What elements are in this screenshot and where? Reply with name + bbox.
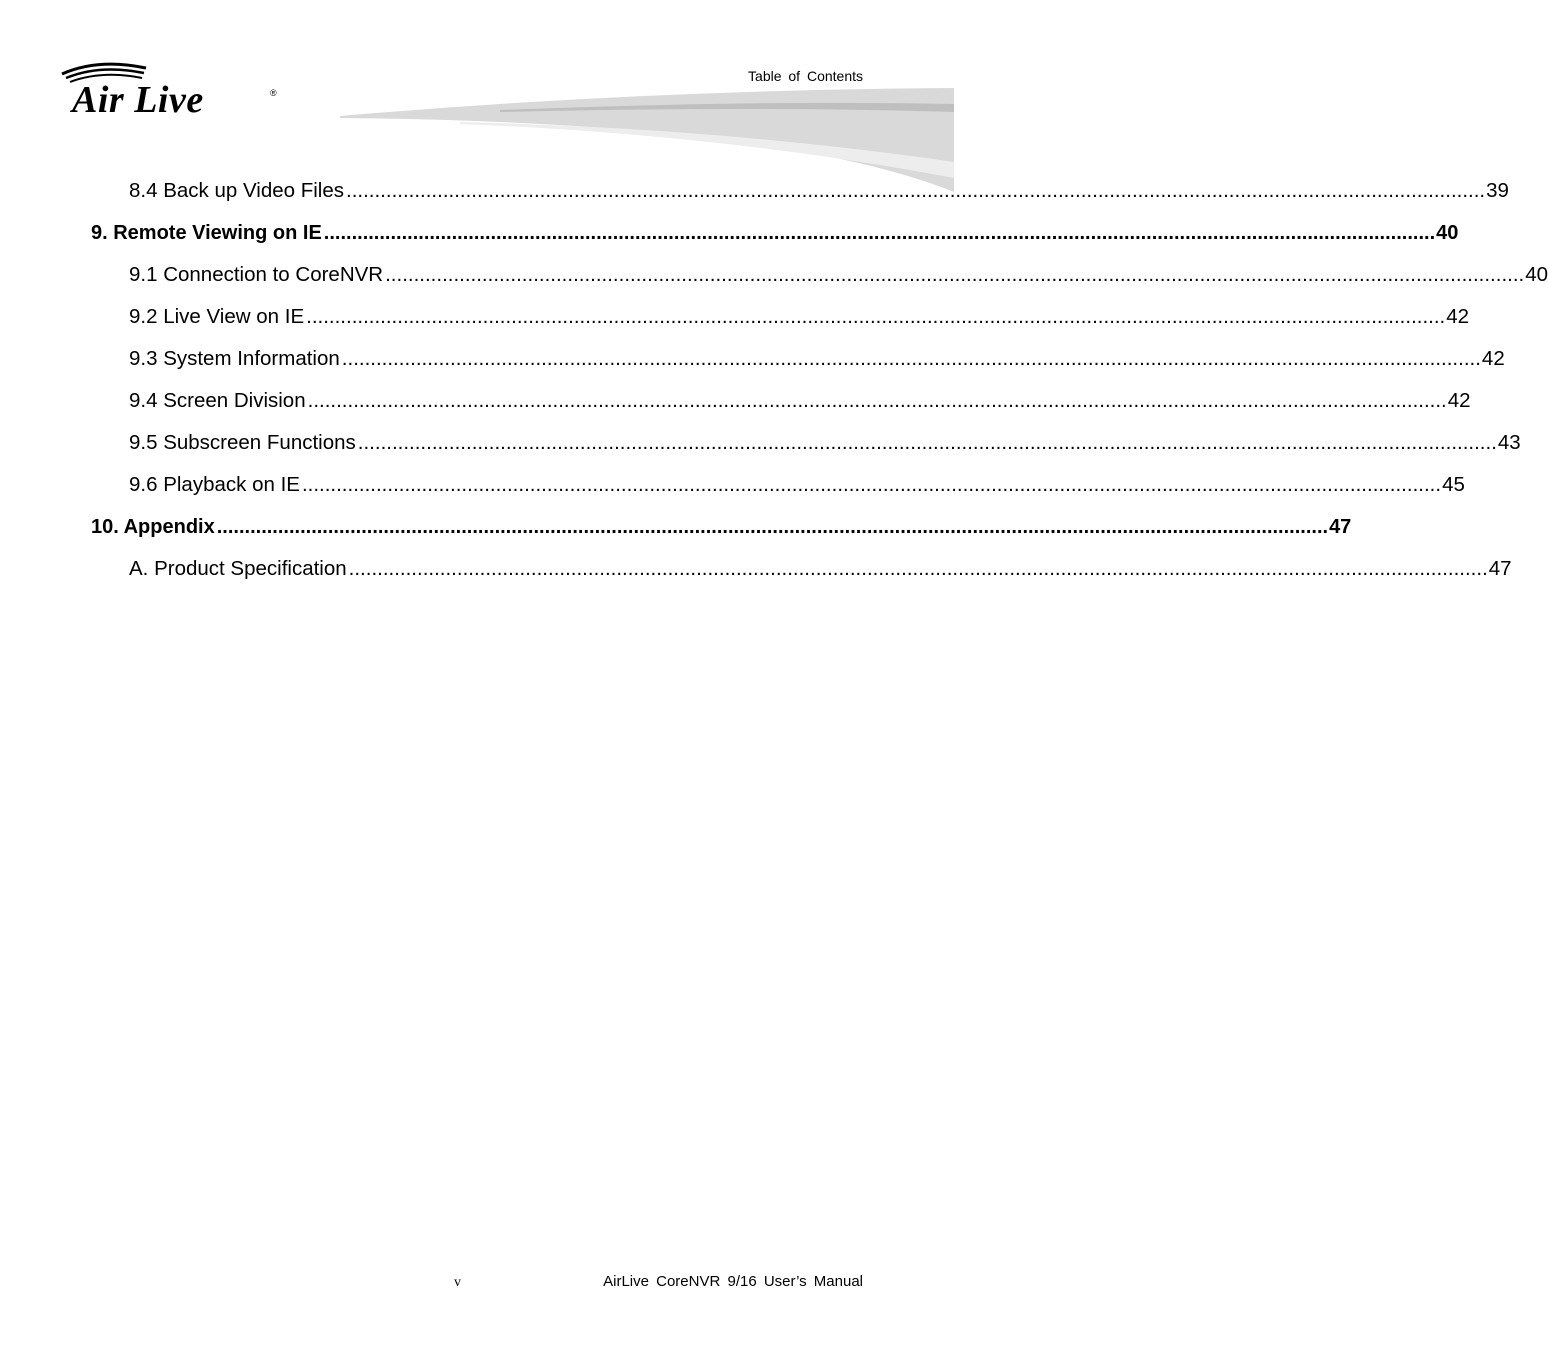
footer-manual-title: AirLive CoreNVR 9/16 User’s Manual [603, 1273, 863, 1290]
toc-entry-page: 39 [1485, 176, 1509, 206]
airlive-logo [58, 58, 288, 124]
toc-entry-label: 9.1 Connection to CoreNVR [129, 260, 385, 290]
toc-entry-page: 47 [1328, 512, 1351, 542]
toc-entry[interactable] [91, 554, 1512, 596]
toc-entry-label: 9.5 Subscreen Functions [129, 428, 358, 458]
toc-entry[interactable] [91, 386, 1471, 428]
toc-entry-label: 9.6 Playback on IE [129, 470, 302, 500]
toc-dot-leader: ........................................................................................................................................................................................................ [357, 431, 1497, 454]
toc-entry-page: 40 [1435, 218, 1458, 248]
table-of-contents [91, 176, 1548, 596]
footer-page-number: v [454, 1275, 461, 1290]
toc-dot-leader: ........................................................................................................................................................................................................ [216, 516, 1329, 538]
toc-entry[interactable] [91, 302, 1470, 344]
toc-entry[interactable] [91, 512, 1352, 554]
toc-dot-leader: ........................................................................................................................................................................................................ [301, 473, 1442, 496]
toc-entry[interactable] [91, 176, 1509, 218]
toc-entry-page: 47 [1488, 554, 1512, 584]
toc-entry-label: A. Product Specification [129, 554, 349, 584]
toc-entry-label: 9. Remote Viewing on IE [91, 218, 324, 248]
toc-entry-label: 10. Appendix [91, 512, 217, 542]
toc-entry[interactable] [91, 428, 1521, 470]
toc-dot-leader: ........................................................................................................................................................................................................ [307, 389, 1447, 412]
toc-dot-leader: ........................................................................................................................................................................................................ [323, 222, 1436, 244]
toc-entry-label: 9.4 Screen Division [129, 386, 308, 416]
toc-entry[interactable] [91, 218, 1459, 260]
logo-text: Air Live [72, 79, 204, 121]
toc-entry-page: 42 [1481, 344, 1505, 374]
toc-dot-leader: ........................................................................................................................................................................................................ [306, 305, 1446, 328]
header-section-title: Table of Contents [748, 68, 863, 84]
toc-entry-page: 40 [1524, 260, 1548, 290]
toc-entry[interactable] [91, 260, 1548, 302]
toc-dot-leader: ........................................................................................................................................................................................................ [346, 179, 1486, 202]
toc-entry[interactable] [91, 470, 1465, 512]
toc-dot-leader: ........................................................................................................................................................................................................ [348, 557, 1488, 580]
toc-entry-label: 9.3 System Information [129, 344, 342, 374]
toc-entry-label: 9.2 Live View on IE [129, 302, 306, 332]
logo-registered-mark: ® [270, 88, 277, 98]
toc-dot-leader: ........................................................................................................................................................................................................ [341, 347, 1481, 370]
toc-dot-leader: ........................................................................................................................................................................................................ [385, 263, 1525, 286]
toc-entry-page: 42 [1447, 386, 1471, 416]
toc-entry-page: 42 [1445, 302, 1469, 332]
toc-entry-page: 43 [1497, 428, 1521, 458]
toc-entry-label: 8.4 Back up Video Files [129, 176, 346, 206]
toc-entry[interactable] [91, 344, 1505, 386]
toc-entry-page: 45 [1441, 470, 1465, 500]
